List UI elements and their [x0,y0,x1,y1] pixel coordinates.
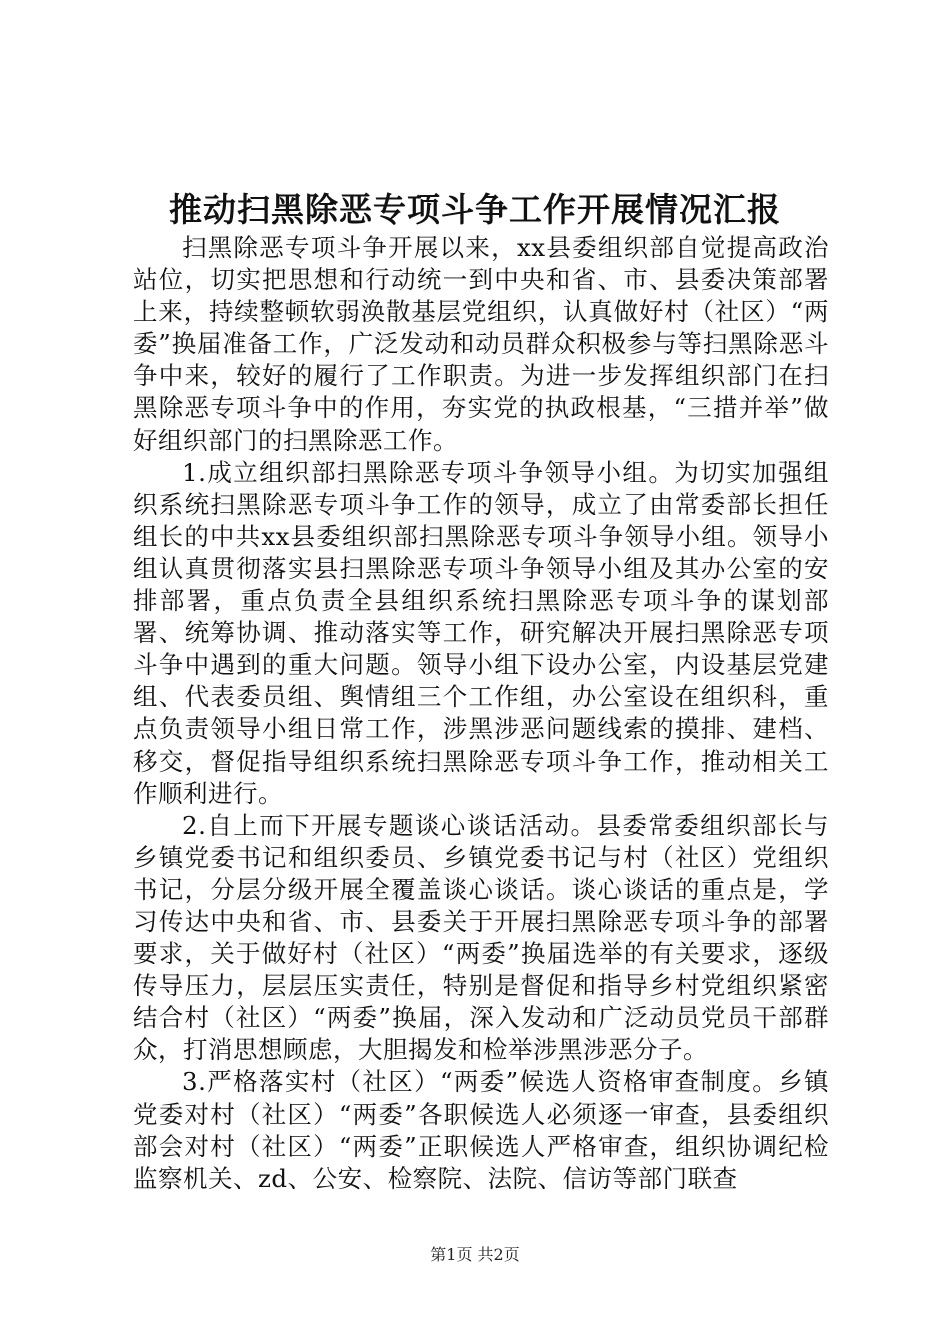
document-body [133,232,829,1195]
page-footer: 第1页 共2页 [430,1245,520,1264]
intro-paragraph: 扫黑除恶专项斗争开展以来，xx县委组织部自觉提高政治站位，切实把思想和行动统一到中央和省、市、县委决策部署上来，持续整顿软弱涣散基层党组织，认真做好村（社区）“两委”换届准备工作，广泛发动和动员群众积极参与等扫黑除恶斗争中来，较好的履行了工作职责。为进一步发挥组织部门在扫黑除恶专项斗争中的作用，夯实党的执政根基，“三措并举”做好组织部门的扫黑除恶工作。 [133,233,829,455]
section-2-paragraph: 2.自上而下开展专题谈心谈话活动。县委常委组织部长与乡镇党委书记和组织委员、乡镇党委书记与村（社区）党组织书记，分层分级开展全覆盖谈心谈话。谈心谈话的重点是，学习传达中央和省、市、县委关于开展扫黑除恶专项斗争的部署要求，关于做好村（社区）“两委”换届选举的有关要求，逐级传导压力，层层压实责任，特别是督促和指导乡村党组织紧密结合村（社区）“两委”换届，深入发动和广泛动员党员干部群众，打消思想顾虑，大胆揭发和检举涉黑涉恶分子。 [133,810,829,1065]
document-title: 推动扫黑除恶专项斗争工作开展情况汇报 [169,190,781,229]
section-3-paragraph: 3.严格落实村（社区）“两委”候选人资格审查制度。乡镇党委对村（社区）“两委”各职候选人必须逐一审查，县委组织部会对村（社区）“两委”正职候选人严格审查，组织协调纪检监察机关、zd、公安、检察院、法院、信访等部门联查 [133,1067,829,1193]
section-1-paragraph: 1.成立组织部扫黑除恶专项斗争领导小组。为切实加强组织系统扫黑除恶专项斗争工作的领导，成立了由常委部长担任组长的中共xx县委组织部扫黑除恶专项斗争领导小组。领导小组认真贯彻落实县扫黑除恶专项斗争领导小组及其办公室的安排部署，重点负责全县组织系统扫黑除恶专项斗争的谋划部署、统筹协调、推动落实等工作，研究解决开展扫黑除恶专项斗争中遇到的重大问题。领导小组下设办公室，内设基层党建组、代表委员组、舆情组三个工作组，办公室设在组织科，重点负责领导小组日常工作，涉黑涉恶问题线索的摸排、建档、移交，督促指导组织系统扫黑除恶专项斗争工作，推动相关工作顺利进行。 [133,457,829,808]
